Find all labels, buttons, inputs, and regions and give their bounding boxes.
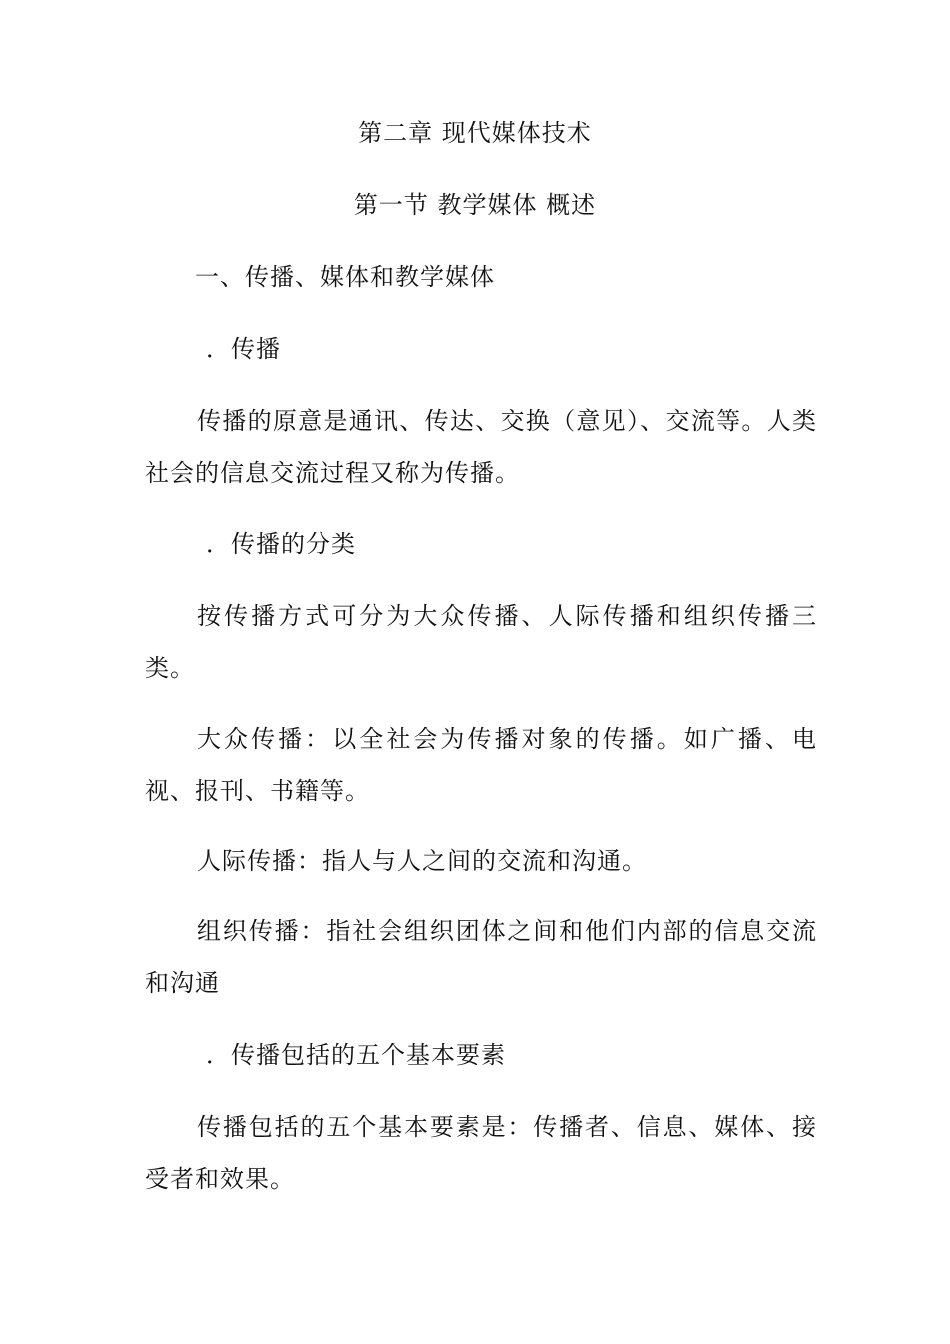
paragraph-2: 按传播方式可分为大众传播、人际传播和组织传播三类。: [145, 602, 817, 682]
paragraph-3: 大众传播：以全社会为传播对象的传播。如广播、电视、报刊、书籍等。: [145, 725, 817, 805]
heading-1: 一、传播、媒体和教学媒体: [195, 263, 495, 291]
subheading-3: ．传播包括的五个基本要素: [206, 1041, 506, 1069]
paragraph-4: 人际传播：指人与人之间的交流和沟通。: [197, 847, 647, 875]
paragraph-5: 组织传播：指社会组织团体之间和他们内部的信息交流和沟通: [145, 917, 817, 997]
subheading-1: ．传播: [206, 335, 281, 363]
paragraph-1: 传播的原意是通讯、传达、交换（意见）、交流等。人类社会的信息交流过程又称为传播。: [145, 407, 817, 487]
chapter-title: 第二章 现代媒体技术: [358, 119, 592, 147]
paragraph-6: 传播包括的五个基本要素是：传播者、信息、媒体、接受者和效果。: [145, 1113, 817, 1193]
section-title: 第一节 教学媒体 概述: [353, 191, 597, 219]
subheading-2: ．传播的分类: [206, 530, 356, 558]
